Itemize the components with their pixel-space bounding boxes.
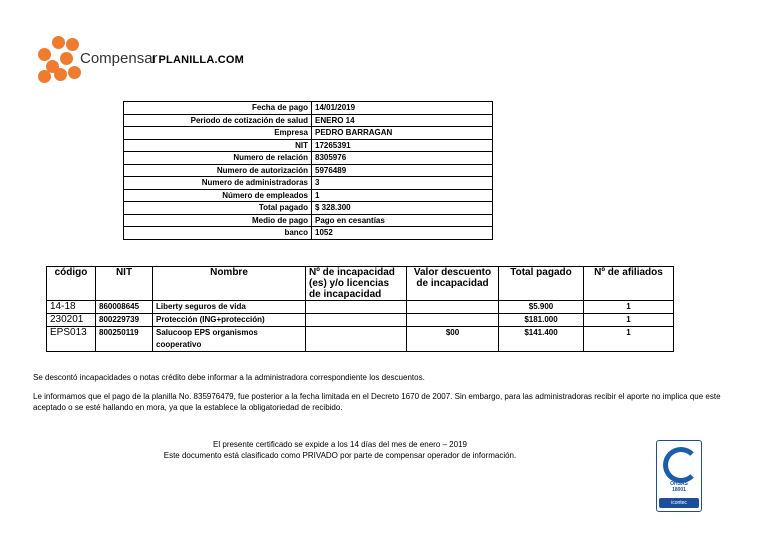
info-key: Numero de autorización bbox=[124, 164, 312, 177]
cell-incapacidad bbox=[306, 314, 407, 327]
info-key: NIT bbox=[124, 139, 312, 152]
col-descuento: Valor descuento de incapacidad bbox=[407, 267, 499, 301]
cell-afiliados: 1 bbox=[584, 327, 674, 352]
table-row bbox=[47, 301, 674, 314]
info-row bbox=[124, 164, 493, 177]
info-key: Numero de administradoras bbox=[124, 177, 312, 190]
info-key: Numero de relación bbox=[124, 152, 312, 165]
info-value: 1052 bbox=[312, 227, 493, 240]
info-row bbox=[124, 114, 493, 127]
col-incapacidad: Nº de incapacidad (es) y/o licencias de incapacidad bbox=[306, 267, 407, 301]
col-codigo: código bbox=[47, 267, 96, 301]
info-value: 14/01/2019 bbox=[312, 102, 493, 115]
cell-total: $181.000 bbox=[499, 314, 584, 327]
icontec-logo-icon bbox=[663, 447, 699, 483]
footer-line-2: Este documento está clasificado como PRIVADO por parte de compensar operador de información. bbox=[163, 451, 517, 460]
table-row bbox=[47, 327, 674, 352]
cell-total: $141.400 bbox=[499, 327, 584, 352]
info-value: 17265391 bbox=[312, 139, 493, 152]
cert-issuer: icontec bbox=[659, 498, 699, 508]
cell-codigo: 14-18 bbox=[47, 301, 96, 314]
note-descuentos: Se descontó incapacidades o notas crédito debe informar a la administradora correspondiente los descuentos. bbox=[33, 373, 425, 382]
cell-incapacidad bbox=[306, 301, 407, 314]
col-afiliados: Nº de afiliados bbox=[584, 267, 674, 301]
table-row bbox=[47, 314, 674, 327]
col-nit: NIT bbox=[96, 267, 153, 301]
cert-name: OHSAS bbox=[670, 481, 688, 487]
info-value: ENERO 14 bbox=[312, 114, 493, 127]
cell-descuento: $00 bbox=[407, 327, 499, 352]
info-row bbox=[124, 152, 493, 165]
info-key: Medio de pago bbox=[124, 214, 312, 227]
info-value: 8305976 bbox=[312, 152, 493, 165]
info-key: banco bbox=[124, 227, 312, 240]
table-header-row bbox=[47, 267, 674, 301]
cell-nombre: Protección (ING+protección) bbox=[153, 314, 306, 327]
footer-line-1: El presente certificado se expide a los 14 días del mes de enero – 2019 bbox=[213, 440, 467, 449]
info-key: Número de empleados bbox=[124, 189, 312, 202]
info-row bbox=[124, 102, 493, 115]
info-row bbox=[124, 202, 493, 215]
cell-descuento bbox=[407, 301, 499, 314]
info-row bbox=[124, 139, 493, 152]
cell-total: $5.900 bbox=[499, 301, 584, 314]
note-decreto: Le informamos que el pago de la planilla No. 835976479, fue posterior a la fecha limitada en el Decreto 1670 de 2007. Sin embargo, para las administradoras recibir el aporte no implica que este aceptado o se esté hallando en mora, ya que la establece la obligatoriedad de recibido. bbox=[33, 392, 721, 412]
cell-afiliados: 1 bbox=[584, 314, 674, 327]
ohsas-certification-badge bbox=[656, 440, 702, 512]
info-value: 1 bbox=[312, 189, 493, 202]
cell-nombre: Liberty seguros de vida bbox=[153, 301, 306, 314]
info-value: Pago en cesantías bbox=[312, 214, 493, 227]
info-row bbox=[124, 189, 493, 202]
cell-nit: 860008645 bbox=[96, 301, 153, 314]
payment-info-table bbox=[123, 101, 493, 240]
cell-nit: 800229739 bbox=[96, 314, 153, 327]
info-key: Periodo de cotización de salud bbox=[124, 114, 312, 127]
cell-afiliados: 1 bbox=[584, 301, 674, 314]
info-row bbox=[124, 214, 493, 227]
info-row bbox=[124, 227, 493, 240]
cell-codigo: EPS013 bbox=[47, 327, 96, 352]
info-key: Total pagado bbox=[124, 202, 312, 215]
info-value: $ 328.300 bbox=[312, 202, 493, 215]
info-value: 3 bbox=[312, 177, 493, 190]
info-key: Empresa bbox=[124, 127, 312, 140]
col-nombre: Nombre bbox=[153, 267, 306, 301]
cell-codigo: 230201 bbox=[47, 314, 96, 327]
cert-number: 18001 bbox=[672, 487, 686, 493]
info-row bbox=[124, 177, 493, 190]
cell-incapacidad bbox=[306, 327, 407, 352]
brand-name: Compensar bbox=[80, 50, 158, 67]
info-value: 5976489 bbox=[312, 164, 493, 177]
info-key: Fecha de pago bbox=[124, 102, 312, 115]
col-total: Total pagado bbox=[499, 267, 584, 301]
cell-nombre: Salucoop EPS organismos cooperativo bbox=[153, 327, 306, 352]
cell-nit: 800250119 bbox=[96, 327, 153, 352]
brand-subtitle: I PLANILLA.COM bbox=[152, 54, 245, 66]
info-value: PEDRO BARRAGAN bbox=[312, 127, 493, 140]
cell-descuento bbox=[407, 314, 499, 327]
administradoras-table bbox=[46, 266, 674, 352]
info-row bbox=[124, 127, 493, 140]
